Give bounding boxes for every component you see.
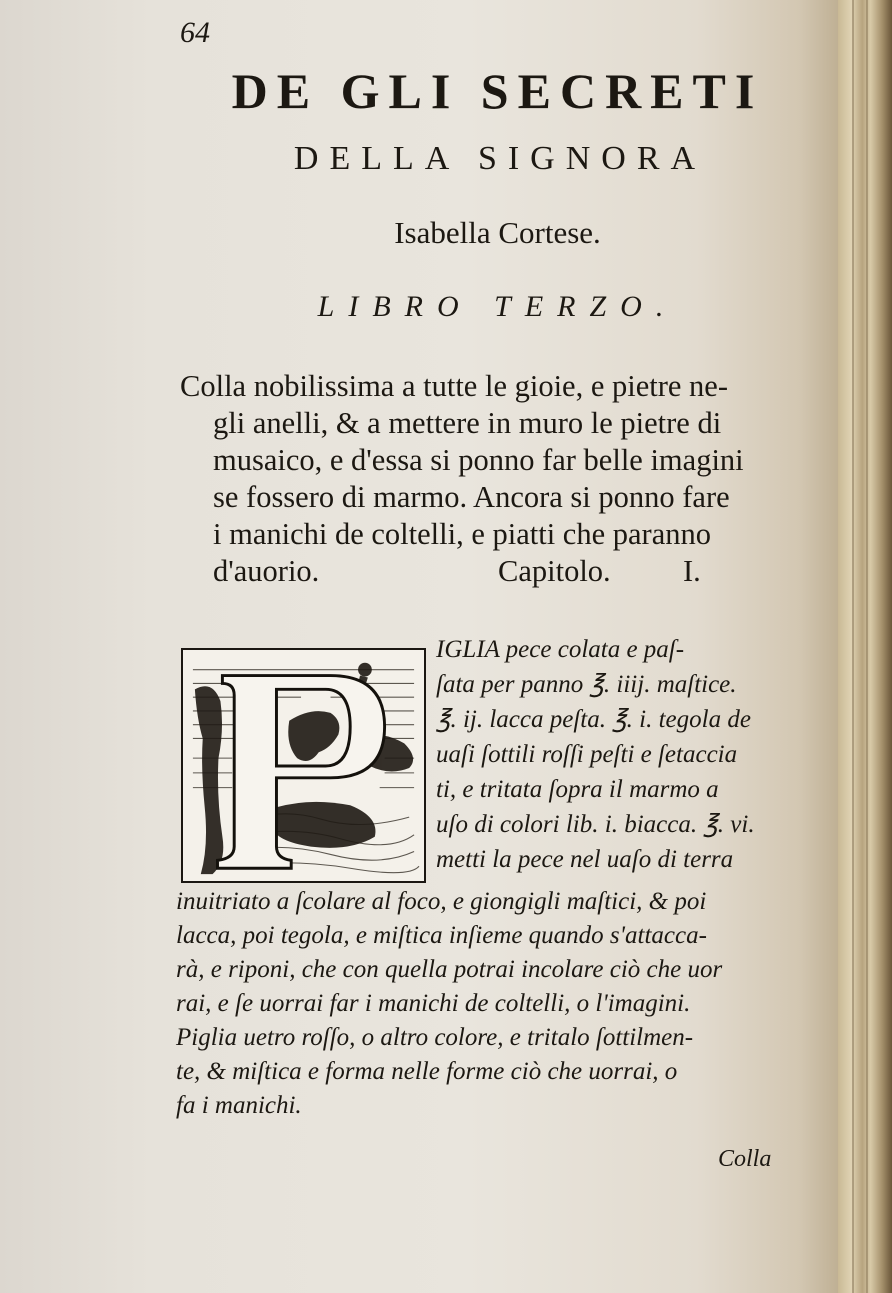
chapter-heading-line: d'auorio.: [213, 554, 320, 588]
recipe-line: metti la pece nel uaſo di terra: [436, 846, 734, 873]
recipe-line: ti, e tritata ſopra il marmo a: [436, 776, 719, 803]
chapter-heading-line: i manichi de coltelli, e piatti che paranno: [213, 517, 711, 551]
recipe-line: inuitriato a ſcolare al foco, e giongigli maſtici, & poi: [176, 888, 707, 915]
chapter-heading-line: Colla nobilissima a tutte le gioie, e pietre ne-: [180, 369, 729, 403]
woodcut-illustration: [183, 650, 424, 881]
chapter-label: Capitolo.: [498, 554, 611, 588]
recipe-line: IGLIA pece colata e paſ-: [436, 636, 685, 663]
recipe-line: uaſi ſottili roſſi peſti e ſetaccia: [436, 741, 738, 768]
recipe-line: te, & miſtica e forma nelle forme ciò che uorrai, o: [176, 1058, 678, 1085]
recipe-line: fa i manichi.: [176, 1092, 302, 1119]
page-number: 64: [180, 16, 210, 49]
chapter-heading-line: musaico, e d'essa si ponno far belle imagini: [213, 443, 744, 477]
recipe-line: uſo di colori lib. i. biacca. ℥. vi.: [436, 811, 755, 838]
recipe-line: Piglia uetro roſſo, o altro colore, e tritalo ſottilmen-: [176, 1024, 694, 1051]
page-title: DE GLI SECRETI: [231, 63, 764, 119]
recipe-line: ſata per panno ℥. iiij. maſtice.: [436, 671, 737, 698]
recipe-line: ℥. ij. lacca peſta. ℥. i. tegola de: [436, 706, 751, 733]
chapter-heading-line: gli anelli, & a mettere in muro le pietre di: [213, 406, 722, 440]
author-name: Isabella Cortese.: [394, 215, 601, 250]
catchword: Colla: [718, 1146, 772, 1172]
recipe-line: rai, e ſe uorrai far i manichi de coltelli, o l'imagini.: [176, 990, 691, 1017]
chapter-number: I.: [683, 554, 701, 588]
subtitle: DELLA SIGNORA: [293, 140, 707, 177]
chapter-heading-line: se fossero di marmo. Ancora si ponno fare: [213, 480, 730, 514]
woodcut-initial: [181, 648, 426, 883]
recipe-line: lacca, poi tegola, e miſtica inſieme quando s'attacca-: [176, 922, 707, 949]
book-heading: LIBRO TERZO.: [317, 290, 678, 323]
recipe-line: rà, e riponi, che con quella potrai incolare ciò che uor: [176, 956, 723, 983]
page-edges: [838, 0, 892, 1293]
